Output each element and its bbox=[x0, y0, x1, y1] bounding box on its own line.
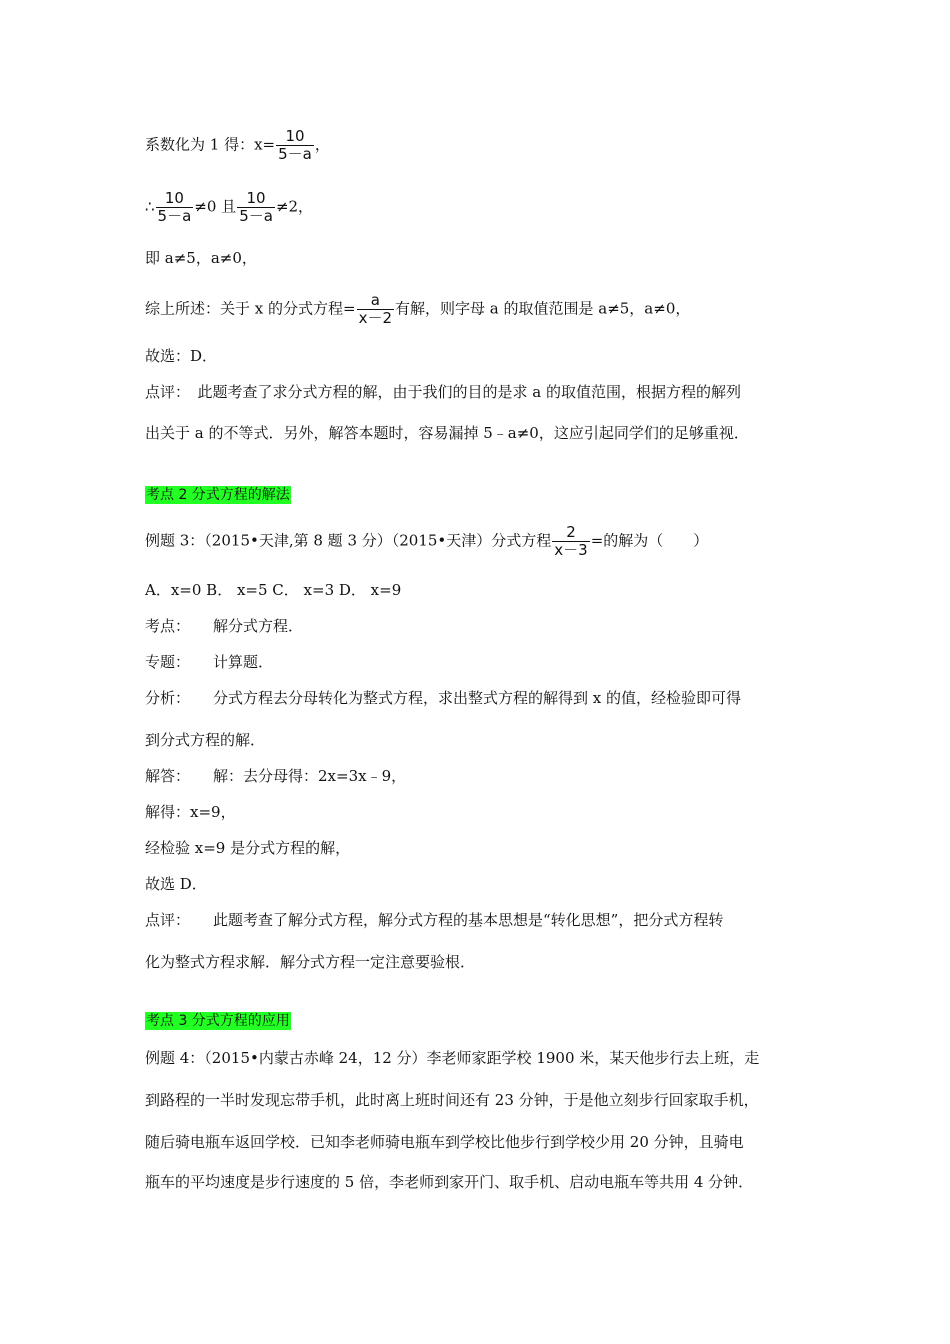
line-comment-1: 点评： 此题考查了求分式方程的解，由于我们的目的是求 a 的取值范围，根据方程的解列 bbox=[145, 383, 741, 401]
question-3: 例题 3：（2015•天津,第 8 题 3 分）（2015•天津）分式方程 $\frac{2}{x-3}$ =的解为（ ） bbox=[145, 523, 709, 559]
line-summary: 综上所述：关于 x 的分式方程= $\frac{a}{x-2}$ 有解，则字母 a 的取值范围是 a≠5，a≠0， bbox=[145, 291, 691, 327]
fraction: $\frac{2}{x-3}$ bbox=[554, 523, 588, 559]
fenxi: 分析： 分式方程去分母转化为整式方程，求出整式方程的解得到 x 的值，经检验即可得 bbox=[145, 689, 741, 707]
question-4-line-3: 随后骑电瓶车返回学校．已知李老师骑电瓶车到学校比他步行到学校少用 20 分钟，且骑电 bbox=[145, 1133, 744, 1151]
text: 系数化为 1 得：x= bbox=[145, 135, 276, 154]
fraction: $\frac{10}{5-a}$ bbox=[157, 189, 192, 225]
line-ji: 即 a≠5，a≠0， bbox=[145, 249, 257, 267]
line-therefore: ∴ $\frac{10}{5-a}$ ≠0 且 $\frac{10}{5-a}$ ≠2， bbox=[145, 189, 314, 225]
solution-step-3: 故选 D． bbox=[145, 875, 207, 893]
fraction: $\frac{a}{x-2}$ bbox=[358, 291, 392, 327]
jieda: 解答： 解：去分母得：2x=3x﹣9， bbox=[145, 767, 407, 785]
line-answer: 故选：D． bbox=[145, 347, 218, 365]
question-4-line-2: 到路程的一半时发现忘带手机，此时离上班时间还有 23 分钟，于是他立刻步行回家取手机， bbox=[145, 1091, 759, 1109]
section-heading: 考点 3 分式方程的应用 bbox=[146, 1013, 290, 1029]
solution-step-1: 解得：x=9， bbox=[145, 803, 236, 821]
fraction: $\frac{10}{5-a}$ bbox=[239, 189, 273, 225]
question-4-line-4: 瓶车的平均速度是步行速度的 5 倍，李老师到家开门、取手机、启动电瓶车等共用 4 分钟． bbox=[145, 1173, 754, 1191]
question-4-line-1: 例题 4：（2015•内蒙古赤峰 24，12 分）李老师家距学校 1900 米，某天他步行去上班，走 bbox=[145, 1049, 760, 1067]
kaodian: 考点： 解分式方程． bbox=[145, 617, 304, 635]
line-comment-2: 出关于 a 的不等式．另外，解答本题时，容易漏掉 5﹣a≠0，这应引起同学们的足够重视． bbox=[145, 424, 749, 442]
solution-step-2: 经检验 x=9 是分式方程的解， bbox=[145, 839, 351, 857]
zhuanti: 专题： 计算题． bbox=[145, 653, 274, 671]
line-coefficient: 系数化为 1 得：x= $\frac{10}{5-a}$ ， bbox=[145, 127, 330, 163]
options: A．x=0 B． x=5 C． x=3 D． x=9 bbox=[145, 581, 402, 599]
fraction: $\frac{10}{5-a}$ bbox=[278, 127, 312, 163]
section-heading: 考点 2 分式方程的解法 bbox=[146, 487, 290, 503]
dianping: 点评： 此题考查了解分式方程，解分式方程的基本思想是“转化思想”，把分式方程转 bbox=[145, 911, 724, 929]
fenxi-cont: 到分式方程的解． bbox=[145, 731, 266, 749]
dianping-cont: 化为整式方程求解．解分式方程一定注意要验根． bbox=[145, 953, 476, 971]
